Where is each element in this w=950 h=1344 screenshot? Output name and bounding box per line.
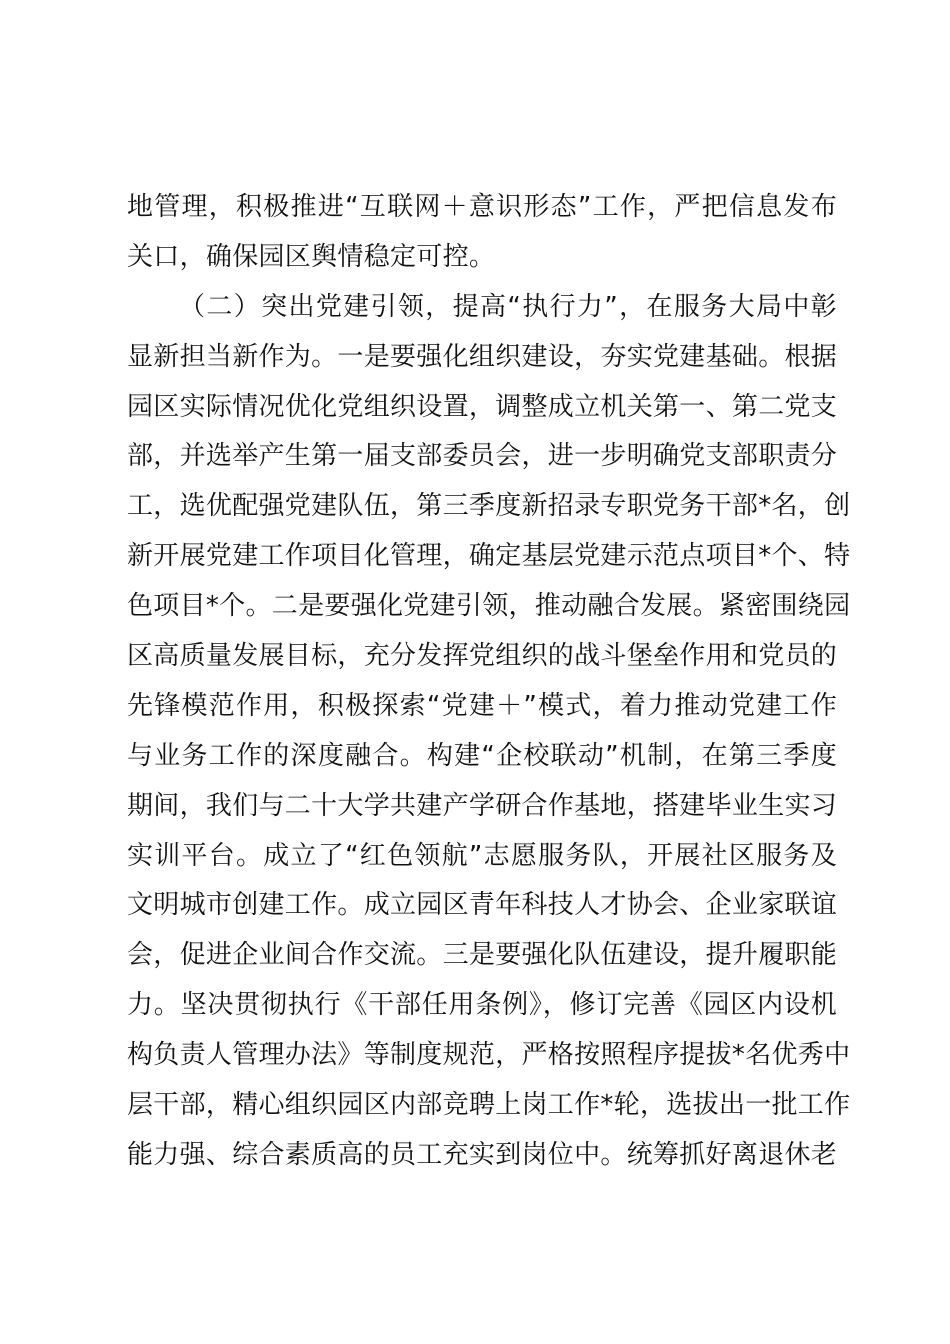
text-line: 色项目*个。二是要强化党建引领，推动融合发展。紧密围绕园 [127, 591, 851, 622]
text-line: 期间，我们与二十大学共建产学研合作基地，搭建毕业生实习 [127, 790, 838, 821]
body-text [127, 183, 851, 1181]
text-line: 实训平台。成立了“红色领航”志愿服务队，开展社区服务及 [127, 840, 837, 871]
text-line: 地管理，积极推进“互联网＋意识形态”工作，严把信息发布 [127, 192, 837, 222]
text-line: 层干部，精心组织园区内部竞聘上岗工作*轮，选拔出一批工作 [127, 1090, 851, 1121]
text-line: 区高质量发展目标，充分发挥党组织的战斗堡垒作用和党员的 [127, 641, 838, 672]
text-line: 文明城市创建工作。成立园区青年科技人才协会、企业家联谊 [127, 890, 838, 921]
text-line: 工，选优配强党建队伍，第三季度新招录专职党务干部*名，创 [127, 491, 851, 522]
text-line: 园区实际情况优化党组织设置，调整成立机关第一、第二党支 [127, 391, 838, 422]
text-line: 关口，确保园区舆情稳定可控。 [127, 241, 496, 272]
text-line: 构负责人管理办法》等制度规范，严格按照程序提拔*名优秀中 [127, 1040, 851, 1071]
text-line: 能力强、综合素质高的员工充实到岗位中。统筹抓好离退休老 [127, 1139, 838, 1170]
text-line: 与业务工作的深度融合。构建“企校联动”机制，在第三季度 [127, 740, 837, 771]
text-line: 部，并选举产生第一届支部委员会，进一步明确党支部职责分 [127, 441, 838, 472]
text-line: 新开展党建工作项目化管理，确定基层党建示范点项目*个、特 [127, 541, 851, 572]
text-line: 会，促进企业间合作交流。三是要强化队伍建设，提升履职能 [127, 940, 838, 971]
text-line: 显新担当新作为。一是要强化组织建设，夯实党建基础。根据 [127, 341, 838, 372]
text-line: 力。坚决贯彻执行《干部任用条例》，修订完善《园区内设机 [127, 990, 837, 1021]
paragraph-start-line: （二）突出党建引领，提高“执行力”，在服务大局中彰 [179, 291, 837, 322]
text-line: 先锋模范作用，积极探索“党建＋”模式，着力推动党建工作 [127, 690, 837, 721]
